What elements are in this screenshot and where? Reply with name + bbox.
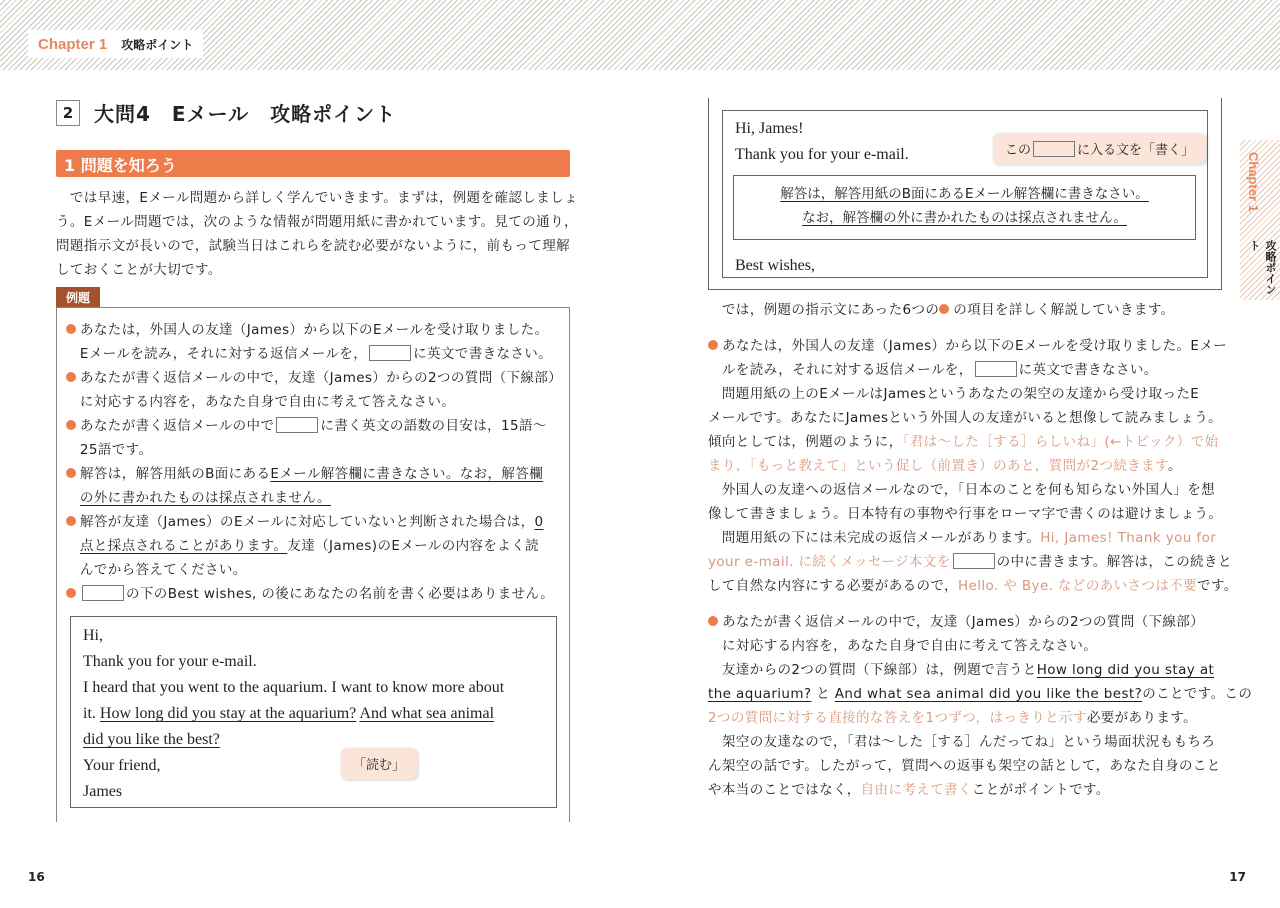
text-line xyxy=(56,186,578,210)
text-segment: のことです。この xyxy=(1142,686,1253,702)
example-tag: 例題 xyxy=(56,287,100,308)
bullet-icon xyxy=(66,324,76,334)
text-segment: に英文で書きなさい。 xyxy=(413,346,553,362)
text-segment: 自由に考えて書く xyxy=(860,782,972,798)
text-line xyxy=(83,623,544,649)
intro-paragraph xyxy=(56,186,578,282)
text-segment: あなたが書く返信メールの中で xyxy=(80,418,275,434)
text-line xyxy=(708,634,1228,658)
text-segment: I heard that you went to the aquarium. I want to know more about xyxy=(83,679,505,696)
text-line xyxy=(708,526,1228,550)
bullet-icon xyxy=(66,516,76,526)
text-segment: 問題指示文が長いので，試験当日はこれらを読む必要がないように，前もって理解 xyxy=(56,238,571,254)
text-segment: Eメール解答欄に書きなさい。なお，解答欄 xyxy=(270,466,544,482)
reply-closing: Best wishes, xyxy=(735,257,815,274)
blank-box xyxy=(369,345,411,361)
text-segment: How long did you stay at the aquarium? xyxy=(99,705,357,722)
text-line xyxy=(66,318,566,342)
text-segment: Eメールを読み，それに対する返信メールを， xyxy=(66,346,368,362)
blank-box xyxy=(953,553,995,569)
text-line xyxy=(66,390,566,414)
text-segment: 0 xyxy=(534,514,544,530)
text-line xyxy=(708,754,1228,778)
text-segment: 問題用紙の下には未完成の返信メールがあります。 xyxy=(708,530,1041,546)
text-line xyxy=(66,510,566,534)
instruction-line: 解答は，解答用紙のB面にあるEメール解答欄に書きなさい。 xyxy=(780,186,1149,202)
text-segment: に対応する内容を，あなた自身で自由に考えて答えなさい。 xyxy=(66,394,456,410)
text-line xyxy=(708,358,1228,382)
text-segment: 友達（James)のEメールの内容をよく読 xyxy=(287,538,539,554)
text-segment: う。Eメール問題では，次のような情報が問題用紙に書かれています。見ての通り， xyxy=(56,214,578,230)
text-line xyxy=(708,730,1228,754)
blank-box xyxy=(276,417,318,433)
text-line xyxy=(66,534,566,558)
instruction-line: なお，解答欄の外に書かれたものは採点されません。 xyxy=(802,210,1127,226)
text-line xyxy=(708,334,1228,358)
text-line xyxy=(83,779,544,805)
text-segment: では，例題の指示文にあった6つの xyxy=(708,302,940,318)
running-header xyxy=(28,30,203,58)
text-segment: 傾向としては，例題のように， xyxy=(708,434,903,450)
bullet-icon xyxy=(66,372,76,382)
side-chapter-title: 攻略ポイント xyxy=(1248,240,1277,295)
text-line xyxy=(66,486,566,510)
text-line xyxy=(66,582,566,606)
email-lines xyxy=(83,623,544,805)
text-segment: 友達からの2つの質問（下線部）は，例題で言うと xyxy=(708,662,1037,678)
text-segment: メールです。あなたにJamesという外国人の友達がいると想像して読みましょう。 xyxy=(708,410,1222,426)
text-line xyxy=(708,502,1228,526)
side-chapter-label: Chapter 1 xyxy=(1246,152,1261,212)
text-segment: に書く英文の語数の目安は，15語～ xyxy=(320,418,547,434)
text-segment: ことがポイントです。 xyxy=(971,782,1110,798)
callout-post: に入る文を「書く」 xyxy=(1077,143,1195,158)
answer-instructions xyxy=(733,175,1196,240)
text-line xyxy=(66,462,566,486)
bullet-icon xyxy=(708,340,718,350)
callout-pre: この xyxy=(1005,143,1032,158)
text-segment: あなたは，外国人の友達（James）から以下のEメールを受け取りました。 xyxy=(80,322,549,338)
example-instructions xyxy=(66,318,566,606)
bullet-icon xyxy=(66,468,76,478)
example-email xyxy=(70,616,557,808)
text-segment: と xyxy=(811,686,835,702)
text-segment: や本当のことではなく， xyxy=(708,782,861,798)
text-segment: です。 xyxy=(1197,578,1238,594)
page-heading xyxy=(56,98,396,127)
text-segment: Hi, James! Thank you for xyxy=(1040,530,1217,546)
text-segment: 「君は～した［する］らしいね」(←トピック）で始 xyxy=(902,434,1219,450)
text-segment: 。 xyxy=(1167,458,1182,474)
text-segment: James xyxy=(83,783,123,800)
text-segment xyxy=(66,538,80,554)
text-segment: 解答は，解答用紙のB面にある xyxy=(80,466,271,482)
text-segment: あなたが書く返信メールの中で，友達（James）からの2つの質問（下線部） xyxy=(722,614,1205,630)
text-segment: 架空の友達なので，「君は～した［する］んだってね」という場面状況ももちろ xyxy=(708,734,1216,750)
bullet-icon xyxy=(66,588,76,598)
text-line xyxy=(708,478,1228,502)
text-segment: ルを読み，それに対する返信メールを， xyxy=(708,362,973,378)
text-segment: Your friend, xyxy=(83,757,161,774)
text-line xyxy=(708,778,1228,802)
text-segment: 解答が友達（James）のEメールに対応していないと判断された場合は， xyxy=(80,514,535,530)
text-line xyxy=(66,342,566,366)
text-line xyxy=(708,706,1228,730)
heading-number: 2 xyxy=(56,100,80,126)
text-segment: に対応する内容を，あなた自身で自由に考えて答えなさい。 xyxy=(708,638,1098,654)
text-segment: の外に書かれたものは採点されません。 xyxy=(79,490,331,506)
bullet-icon xyxy=(939,304,949,314)
text-segment: あなたは，外国人の友達（James）から以下のEメールを受け取りました。Eメー xyxy=(722,338,1228,354)
text-line xyxy=(708,682,1253,706)
text-line xyxy=(66,438,566,462)
text-segment: 必要があります。 xyxy=(1086,710,1197,726)
side-tab xyxy=(1240,140,1280,300)
text-segment: では早速，Eメール問題から詳しく学んでいきます。まずは，例題を確認しましょ xyxy=(56,190,578,206)
bullet-icon xyxy=(66,420,76,430)
text-segment: 問題用紙の上のEメールはJamesというあなたの架空の友達から受け取ったE xyxy=(708,386,1200,402)
page-number-left: 16 xyxy=(28,870,45,884)
text-line xyxy=(708,550,1232,574)
blank-box xyxy=(975,361,1017,377)
text-line xyxy=(56,258,570,282)
text-line xyxy=(56,210,578,234)
bullet-icon xyxy=(708,616,718,626)
text-segment: 25語です。 xyxy=(66,442,153,458)
text-line xyxy=(83,701,544,727)
text-line xyxy=(708,574,1238,598)
text-segment: に英文で書きなさい。 xyxy=(1018,362,1158,378)
text-line xyxy=(66,366,566,390)
write-callout xyxy=(993,133,1206,164)
text-segment: And what sea animal xyxy=(359,705,495,722)
text-segment: んでから答えてください。 xyxy=(66,562,247,578)
text-line xyxy=(708,382,1228,406)
text-segment: Hello. や Bye. などのあいさつは不要 xyxy=(957,578,1198,594)
text-segment: して自然な内容にする必要があるので， xyxy=(708,578,958,594)
text-segment: の項目を詳しく解説していきます。 xyxy=(953,302,1175,318)
text-line xyxy=(708,598,1228,610)
text-line xyxy=(708,298,1228,322)
blank-box xyxy=(82,585,124,601)
text-line xyxy=(83,753,544,779)
blank-box xyxy=(1033,141,1075,157)
text-segment: の中に書きます。解答は，この続きと xyxy=(996,554,1232,570)
text-line xyxy=(708,454,1228,478)
text-line xyxy=(83,675,544,701)
text-segment: の下のBest wishes, の後にあなたの名前を書く必要はありません。 xyxy=(126,586,555,602)
text-segment: まり，「もっと教えて」という促し（前置き）のあと，質問が2つ続きます xyxy=(708,458,1168,474)
text-line xyxy=(708,406,1228,430)
text-segment: 像して書きましょう。日本特有の事物や行事をローマ字で書くのは避けましょう。 xyxy=(708,506,1223,522)
text-segment: And what sea animal did you like the best? xyxy=(834,686,1143,702)
text-segment: 点と採点されることがあります。 xyxy=(79,538,288,554)
text-line xyxy=(708,322,1228,334)
read-callout: 「読む」 xyxy=(341,748,417,779)
chapter-title: 攻略ポイント xyxy=(121,37,194,52)
text-line xyxy=(83,727,544,753)
text-segment: Thank you for your e-mail. xyxy=(83,653,257,670)
text-line xyxy=(66,414,566,438)
text-segment: しておくことが大切です。 xyxy=(56,262,222,278)
text-line xyxy=(66,558,566,582)
section-title: 1 問題を知ろう xyxy=(56,150,570,177)
chapter-label: Chapter 1 xyxy=(38,35,108,53)
heading-title: 大問4 Eメール 攻略ポイント xyxy=(94,102,397,126)
text-line xyxy=(708,658,1228,682)
text-line xyxy=(83,649,544,675)
explanation xyxy=(708,298,1253,802)
text-segment xyxy=(66,490,80,506)
reply-thanks: Thank you for your e-mail. xyxy=(735,146,909,163)
text-segment: your e-mail. に続くメッセージ本文を xyxy=(708,554,951,570)
text-line xyxy=(708,430,1228,454)
text-segment: 2つの質問に対する直接的な答えを1つずつ，はっきりと示す xyxy=(708,710,1087,726)
reply-greeting: Hi, James! xyxy=(735,120,804,137)
text-line xyxy=(708,610,1228,634)
text-segment: the aquarium? xyxy=(708,686,812,702)
text-segment: ん架空の話です。したがって，質問への返事も架空の話として，あなた自身のこと xyxy=(708,758,1221,774)
text-segment: Hi, xyxy=(83,627,103,644)
page-number-right: 17 xyxy=(1229,870,1246,884)
text-line xyxy=(56,234,570,258)
text-segment: あなたが書く返信メールの中で，友達（James）からの2つの質問（下線部） xyxy=(80,370,563,386)
text-segment: it. xyxy=(83,705,100,722)
text-segment: did you like the best? xyxy=(83,731,220,748)
text-segment: How long did you stay at xyxy=(1036,662,1215,678)
text-segment: 外国人の友達への返信メールなので，「日本のことを何も知らない外国人」を想 xyxy=(708,482,1216,498)
